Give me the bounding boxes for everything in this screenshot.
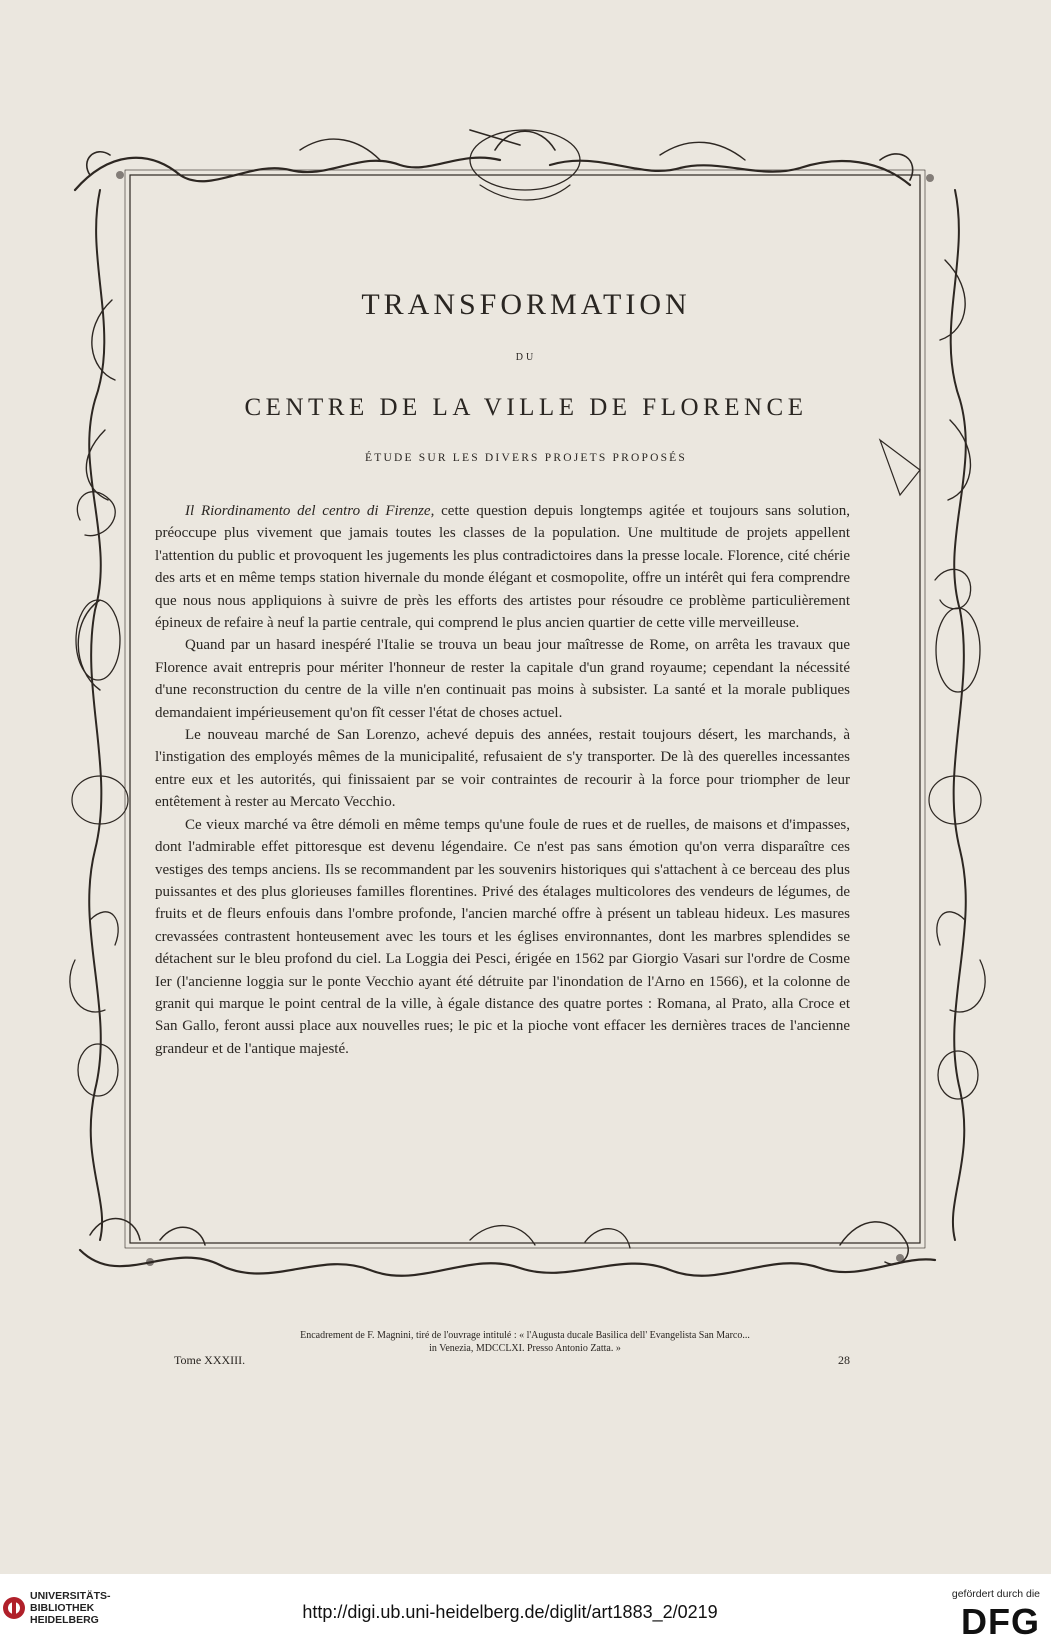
paragraph-3 [155, 724, 850, 814]
paragraph-2 [155, 634, 850, 724]
funding-note: gefördert durch die [951, 1588, 1040, 1600]
volume-label: Tome XXXIII. [174, 1353, 246, 1367]
university-line-1: UNIVERSITÄTS- [30, 1590, 111, 1602]
paragraph-text: cette question depuis longtemps agitée et toujours sans solution, préoccupe plus vivement que jamais toutes les classes de la population. Une multitude de projets appellent l'attention du public et provoquent les jugements les plus contradictoires dans la presse locale. Florence, cité chérie des arts et en même temps station hivernale du monde élégant et cosmopolite, offre un intérêt qui fera comprendre que nous nous appliquions à suivre de près les efforts des artistes pour résoudre ce problème particulièrement épineux de refaire à neuf la partie centrale, qui comprend le plus ancien quartier de cette ville merveilleuse. [155, 503, 850, 632]
university-name [30, 1590, 111, 1626]
caption-line-1: Encadrement de F. Magnini, tiré de l'ouvrage intitulé : « l'Augusta ducale Basilica dell' Evangelista San Marco... [300, 1330, 750, 1341]
university-line-2: BIBLIOTHEK [30, 1602, 95, 1614]
paragraph-text: Quand par un hasard inespéré l'Italie se trouva un beau jour maîtresse de Rome, on arrêta les travaux que Florence avait entrepris pour mériter l'honneur de rester la capitale d'un grand royaume; cependant la nécessité d'une reconstruction du centre de la ville n'en continuait pas moins à subsister. La santé et la morale publiques demandaient impérieusement qu'on fît cesser l'état de choses actuel. [155, 637, 850, 721]
permalink[interactable]: http://digi.ub.uni-heidelberg.de/diglit/art1883_2/0219 [302, 1602, 718, 1622]
paragraph-1 [155, 500, 850, 634]
page-title: TRANSFORMATION [361, 288, 691, 321]
frame-caption [180, 1329, 870, 1355]
paragraph-4 [155, 814, 850, 1060]
paragraph-text: Ce vieux marché va être démoli en même temps qu'une foule de rues et de ruelles, de maisons et d'impasses, dont l'admirable effet pittoresque est devenu légendaire. Ce n'est pas sans émotion qu'on verra disparaître ces vestiges des temps anciens. Ils se recommandent par les souvenirs historiques qui s'attachent à ce berceau des plus puissantes et des plus glorieuses familles florentines. Privé des étalages multicolores des vendeurs de légumes, de fruits et de fleurs enfouis dans l'ombre profonde, l'ancien marché offre à présent un tableau hideux. Les masures crevassées contrastent honteusement avec les tours et les églises environnantes, dont les marbres splendides se détachent sur le bleu profond du ciel. La Loggia dei Pesci, érigée en 1562 par Giorgio Vasari sur l'ordre de Cosme Ier (l'ancienne loggia sur le ponte Vecchio ayant été détruite par l'inondation de l'Arno en 1566), et la colonne de granit qui marque le point central de la ville, à égale distance des quatre portes : Romana, al Prato, alla Croce et San Gallo, feront aussi place aux nouvelles rues; le pic et la pioche vont effacer les dernières traces de l'ancienne grandeur et de l'antique majesté. [155, 816, 850, 1057]
paragraph-text: Le nouveau marché de San Lorenzo, achevé depuis des années, restait toujours désert, les marchands, à l'instigation des employés mêmes de la municipalité, refusaient de s'y transporter. De là des querelles incessantes entre eux et les autorités, qui finissaient par se voir contraintes de recourir à la force pour triompher de leur entêtement à rester au Mercato Vecchio. [155, 727, 850, 811]
dfg-logo: DFG [961, 1601, 1040, 1642]
university-line-3: HEIDELBERG [30, 1614, 99, 1626]
title-connector: DU [515, 352, 537, 363]
study-heading: ÉTUDE SUR LES DIVERS PROJETS PROPOSÉS [365, 452, 687, 464]
caption-line-2: in Venezia, MDCCLXI. Presso Antonio Zatta. » [429, 1343, 621, 1354]
page-subtitle: CENTRE DE LA VILLE DE FLORENCE [244, 394, 808, 421]
page-number: 28 [838, 1353, 850, 1367]
italic-lead: Il Riordinamento del centro di Firenze, [185, 503, 435, 519]
article-body [155, 500, 850, 1060]
